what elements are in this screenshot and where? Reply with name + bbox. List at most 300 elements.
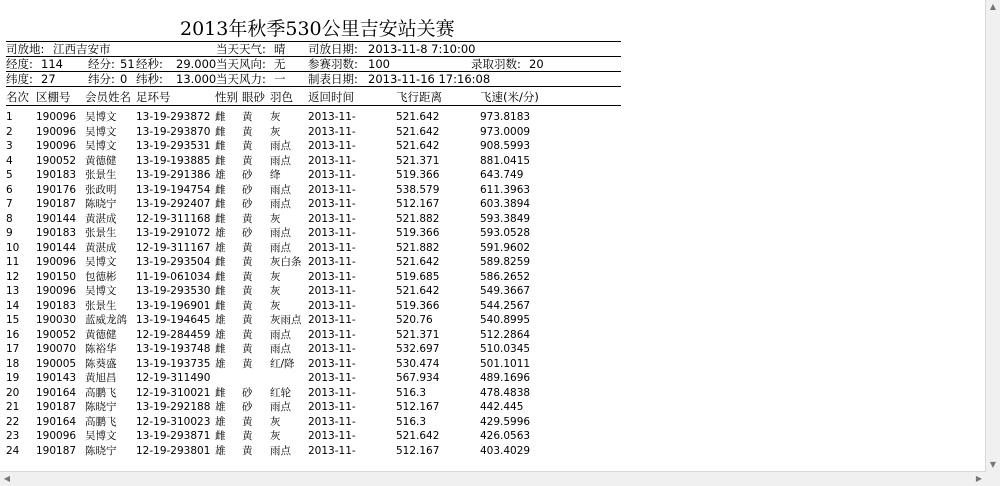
cell-distance: 538.579: [396, 183, 440, 196]
cell-speed: 544.2567: [480, 299, 531, 312]
cell-eye: 黄: [242, 256, 253, 268]
cell-return-time: 2013-11-: [308, 198, 356, 210]
table-row: [6, 226, 621, 241]
cell-distance: 521.642: [396, 111, 440, 123]
wind-direction-value: 无: [274, 57, 286, 71]
cell-return-time: 2013-11-: [308, 328, 356, 341]
cell-speed: 589.8259: [480, 256, 531, 268]
longitude-label: 经度:: [6, 57, 33, 71]
col-ring: 足环号: [136, 90, 171, 104]
col-color: 羽色: [270, 90, 293, 104]
cell-ring: 12-19-311167: [136, 241, 211, 254]
cell-speed: 510.0345: [480, 343, 531, 355]
cell-member: 张景生: [85, 227, 117, 239]
cell-return-time: 2013-11-: [308, 111, 356, 123]
cell-speed: 593.3849: [480, 212, 531, 225]
cell-ring: 13-19-196901: [136, 299, 211, 312]
cell-return-time: 2013-11-: [308, 430, 356, 442]
divider: [6, 86, 621, 87]
cell-color: 雨点: [270, 154, 291, 167]
cell-speed: 591.9602: [480, 241, 531, 254]
cell-distance: 521.882: [396, 212, 440, 225]
cell-member: 高鹏飞: [85, 415, 117, 428]
cell-loft: 190096: [36, 111, 77, 123]
cell-distance: 512.167: [396, 401, 440, 413]
col-sex: 性别: [215, 90, 238, 104]
latitude-label: 纬度:: [6, 72, 33, 86]
cell-sex: 雄: [215, 401, 226, 413]
cell-rank: 6: [6, 183, 13, 196]
cell-distance: 521.642: [396, 125, 440, 138]
cell-eye: 砂: [242, 386, 253, 399]
cell-speed: 501.1011: [480, 357, 531, 370]
scroll-down-icon[interactable]: ▼: [989, 460, 997, 469]
cell-rank: 13: [6, 285, 20, 297]
cell-return-time: 2013-11-: [308, 212, 356, 225]
scroll-up-icon[interactable]: ▲: [989, 2, 997, 11]
cell-eye: 黄: [242, 299, 253, 312]
cell-color: 雨点: [270, 183, 291, 196]
cell-color: 灰雨点: [270, 314, 302, 326]
results-table: [6, 110, 621, 458]
lat-second-value: 13.000: [176, 72, 217, 86]
cell-sex: 雄: [215, 314, 226, 326]
table-row: [6, 415, 621, 430]
cell-loft: 190144: [36, 241, 77, 254]
cell-distance: 516.3: [396, 415, 427, 428]
cell-color: 灰: [270, 430, 281, 442]
cell-eye: 黄: [242, 140, 253, 152]
cell-member: 陈裕华: [85, 343, 117, 355]
cell-color: 灰: [270, 212, 281, 225]
vertical-scrollbar[interactable]: [985, 0, 1000, 472]
cell-return-time: 2013-11-: [308, 343, 356, 355]
cell-member: 陈晓宁: [85, 401, 117, 413]
cell-return-time: 2013-11-: [308, 154, 356, 167]
lat-minute-label: 纬分:: [88, 72, 115, 86]
cell-eye: 黄: [242, 111, 253, 123]
cell-member: 吴博文: [85, 256, 117, 268]
cell-rank: 22: [6, 415, 20, 428]
cell-rank: 20: [6, 386, 20, 399]
table-header: [6, 90, 621, 104]
cell-color: 灰: [270, 299, 281, 312]
entries-value: 100: [368, 57, 390, 71]
cell-member: 包德彬: [85, 270, 117, 283]
cell-ring: 13-19-293531: [136, 140, 211, 152]
cell-sex: 雌: [215, 299, 226, 312]
table-row: [6, 270, 621, 285]
cell-member: 吴博文: [85, 285, 117, 297]
cell-member: 吴博文: [85, 430, 117, 442]
cell-sex: 雄: [215, 415, 226, 428]
wind-direction-label: 当天风向:: [216, 57, 266, 71]
release-date-value: 2013-11-8 7:10:00: [368, 42, 476, 56]
cell-rank: 14: [6, 299, 20, 312]
cell-speed: 973.0009: [480, 125, 531, 138]
cell-speed: 403.4029: [480, 444, 531, 457]
cell-color: 雨点: [270, 343, 291, 355]
cell-return-time: 2013-11-: [308, 314, 356, 326]
cell-eye: 砂: [242, 169, 253, 181]
table-row: [6, 255, 621, 270]
cell-eye: 砂: [242, 401, 253, 413]
longitude-value: 114: [41, 57, 63, 71]
table-row: [6, 429, 621, 444]
cell-return-time: 2013-11-: [308, 415, 356, 428]
cell-eye: 黄: [242, 343, 253, 355]
cell-ring: 13-19-193885: [136, 154, 211, 167]
cell-member: 黄旭昌: [85, 372, 117, 384]
cell-eye: 黄: [242, 328, 253, 341]
cell-color: 绛: [270, 169, 281, 181]
cell-sex: 雌: [215, 111, 226, 123]
cell-ring: 13-19-194754: [136, 183, 211, 196]
cell-distance: 516.3: [396, 386, 427, 399]
cell-distance: 521.371: [396, 328, 440, 341]
cell-sex: 雄: [215, 328, 226, 341]
cell-loft: 190096: [36, 256, 77, 268]
cell-rank: 21: [6, 401, 20, 413]
cell-loft: 190183: [36, 299, 77, 312]
cell-ring: 12-19-310023: [136, 415, 211, 428]
cell-loft: 190143: [36, 372, 77, 384]
cell-eye: 砂: [242, 227, 253, 239]
cell-distance: 520.76: [396, 314, 433, 326]
cell-eye: 黄: [242, 357, 253, 370]
table-row: [6, 197, 621, 212]
table-row: [6, 357, 621, 372]
cell-return-time: 2013-11-: [308, 169, 356, 181]
cell-speed: 442.445: [480, 401, 524, 413]
table-row: [6, 313, 621, 328]
cell-speed: 429.5996: [480, 415, 531, 428]
cell-speed: 540.8995: [480, 314, 531, 326]
cell-loft: 190144: [36, 212, 77, 225]
table-row: [6, 139, 621, 154]
cell-return-time: 2013-11-: [308, 140, 356, 152]
cell-speed: 908.5993: [480, 140, 531, 152]
cell-distance: 530.474: [396, 357, 440, 370]
cell-sex: 雌: [215, 343, 226, 355]
cell-rank: 24: [6, 444, 20, 457]
cell-rank: 7: [6, 198, 13, 210]
cell-member: 张景生: [85, 169, 117, 181]
cell-sex: 雌: [215, 386, 226, 399]
cell-loft: 190052: [36, 154, 77, 167]
cell-loft: 190187: [36, 198, 77, 210]
cell-member: 陈晓宁: [85, 198, 117, 210]
cell-rank: 19: [6, 372, 20, 384]
cell-sex: 雌: [215, 198, 226, 210]
cell-ring: 12-19-284459: [136, 328, 211, 341]
cell-distance: 521.642: [396, 430, 440, 442]
cell-ring: 13-19-194645: [136, 314, 211, 326]
table-row: [6, 284, 621, 299]
table-row: [6, 241, 621, 256]
release-place-label: 司放地:: [6, 42, 45, 56]
cell-loft: 190030: [36, 314, 77, 326]
cell-member: 张政明: [85, 183, 117, 196]
cell-return-time: 2013-11-: [308, 444, 356, 457]
col-rank: 名次: [6, 90, 29, 104]
cell-loft: 190096: [36, 285, 77, 297]
cell-color: 灰: [270, 285, 281, 297]
cell-color: 雨点: [270, 328, 291, 341]
cell-return-time: 2013-11-: [308, 183, 356, 196]
cell-rank: 11: [6, 256, 20, 268]
scroll-left-icon[interactable]: ◀: [3, 474, 11, 483]
cell-member: 陈葵盛: [85, 357, 117, 370]
cell-loft: 190096: [36, 125, 77, 138]
cell-return-time: 2013-11-: [308, 256, 356, 268]
lon-second-value: 29.000: [176, 57, 217, 71]
lon-minute-value: 51: [120, 57, 135, 71]
cell-speed: 426.0563: [480, 430, 531, 442]
lat-second-label: 纬秒:: [136, 72, 163, 86]
cell-distance: 521.882: [396, 241, 440, 254]
cell-sex: 雌: [215, 183, 226, 196]
weather-label: 当天天气:: [216, 42, 266, 56]
cell-member: 张景生: [85, 299, 117, 312]
wind-force-label: 当天风力:: [216, 72, 266, 86]
release-date-label: 司放日期:: [308, 42, 358, 56]
cell-eye: 砂: [242, 183, 253, 196]
cell-rank: 12: [6, 270, 20, 283]
cell-distance: 532.697: [396, 343, 440, 355]
cell-distance: 521.642: [396, 140, 440, 152]
cell-member: 吴博文: [85, 140, 117, 152]
winners-label: 录取羽数:: [471, 57, 521, 71]
cell-return-time: 2013-11-: [308, 227, 356, 239]
table-row: [6, 371, 621, 386]
col-eye: 眼砂: [242, 90, 265, 104]
cell-ring: 12-19-293801: [136, 444, 211, 457]
report-date-value: 2013-11-16 17:16:08: [368, 72, 491, 86]
cell-loft: 190183: [36, 227, 77, 239]
cell-sex: 雌: [215, 154, 226, 167]
cell-loft: 190164: [36, 415, 77, 428]
scrollbar-corner: [986, 472, 1000, 486]
cell-distance: 519.685: [396, 270, 440, 283]
cell-sex: 雄: [215, 241, 226, 254]
cell-distance: 512.167: [396, 444, 440, 457]
cell-return-time: 2013-11-: [308, 299, 356, 312]
cell-eye: 黄: [242, 430, 253, 442]
cell-rank: 2: [6, 125, 13, 138]
cell-distance: 521.642: [396, 285, 440, 297]
cell-rank: 16: [6, 328, 20, 341]
col-loft: 区棚号: [36, 90, 71, 104]
cell-member: 蓝威龙鸽: [85, 314, 127, 326]
cell-sex: 雄: [215, 357, 226, 370]
cell-rank: 15: [6, 314, 20, 326]
cell-rank: 23: [6, 430, 20, 442]
cell-eye: 黄: [242, 285, 253, 297]
table-row: [6, 444, 621, 459]
cell-distance: 567.934: [396, 372, 440, 384]
cell-ring: 13-19-293504: [136, 256, 211, 268]
cell-sex: 雌: [215, 212, 226, 225]
release-place-value: 江西吉安市: [53, 42, 111, 56]
cell-distance: 519.366: [396, 169, 440, 181]
cell-color: 雨点: [270, 140, 291, 152]
cell-return-time: 2013-11-: [308, 357, 356, 370]
divider: [6, 105, 621, 106]
cell-ring: 12-19-311168: [136, 212, 211, 225]
cell-color: 灰: [270, 270, 281, 283]
cell-ring: 12-19-311490: [136, 372, 211, 384]
table-row: [6, 400, 621, 415]
cell-eye: 砂: [242, 198, 253, 210]
cell-speed: 643.749: [480, 169, 524, 181]
cell-eye: 黄: [242, 415, 253, 428]
cell-ring: 13-19-291072: [136, 227, 211, 239]
cell-loft: 190096: [36, 430, 77, 442]
cell-ring: 13-19-293870: [136, 125, 211, 138]
cell-ring: 13-19-293872: [136, 111, 211, 123]
cell-ring: 13-19-292188: [136, 401, 211, 413]
report-date-label: 制表日期:: [308, 72, 358, 86]
cell-distance: 521.642: [396, 256, 440, 268]
table-row: [6, 299, 621, 314]
cell-rank: 4: [6, 154, 13, 167]
cell-loft: 190164: [36, 386, 77, 399]
wind-force-value: 一: [274, 72, 286, 86]
cell-loft: 190070: [36, 343, 77, 355]
cell-ring: 13-19-293871: [136, 430, 211, 442]
cell-speed: 478.4838: [480, 386, 531, 399]
cell-member: 吴博文: [85, 125, 117, 138]
weather-value: 晴: [274, 42, 286, 56]
cell-ring: 13-19-293530: [136, 285, 211, 297]
table-row: [6, 168, 621, 183]
cell-sex: 雌: [215, 140, 226, 152]
col-return-time: 返回时间: [308, 90, 354, 104]
col-distance: 飞行距离: [396, 90, 442, 104]
cell-rank: 9: [6, 227, 13, 239]
cell-loft: 190183: [36, 169, 77, 181]
cell-sex: 雄: [215, 227, 226, 239]
cell-sex: 雄: [215, 444, 226, 457]
cell-speed: 881.0415: [480, 154, 531, 167]
cell-eye: 黄: [242, 154, 253, 167]
cell-ring: 11-19-061034: [136, 270, 211, 283]
cell-distance: 519.366: [396, 299, 440, 312]
cell-color: 灰白条: [270, 256, 302, 268]
cell-color: 雨点: [270, 241, 291, 254]
cell-color: 雨点: [270, 401, 291, 413]
entries-label: 参赛羽数:: [308, 57, 358, 71]
table-row: [6, 154, 621, 169]
cell-return-time: 2013-11-: [308, 386, 356, 399]
col-member: 会员姓名: [85, 90, 131, 104]
cell-rank: 10: [6, 241, 20, 254]
lon-second-label: 经秒:: [136, 57, 163, 71]
cell-return-time: 2013-11-: [308, 270, 356, 283]
cell-sex: 雌: [215, 430, 226, 442]
cell-color: 灰: [270, 111, 281, 123]
latitude-value: 27: [41, 72, 56, 86]
table-row: [6, 212, 621, 227]
cell-speed: 512.2864: [480, 328, 531, 341]
cell-sex: 雌: [215, 256, 226, 268]
cell-eye: 黄: [242, 314, 253, 326]
cell-return-time: 2013-11-: [308, 241, 356, 254]
cell-member: 黄德健: [85, 154, 117, 167]
cell-loft: 190096: [36, 140, 77, 152]
table-row: [6, 342, 621, 357]
cell-speed: 586.2652: [480, 270, 531, 283]
cell-color: 灰: [270, 415, 281, 428]
horizontal-scrollbar[interactable]: [0, 471, 986, 486]
cell-color: 雨点: [270, 198, 291, 210]
cell-loft: 190150: [36, 270, 77, 283]
cell-member: 黄湛成: [85, 212, 117, 225]
cell-speed: 489.1696: [480, 372, 531, 384]
cell-member: 黄湛成: [85, 241, 117, 254]
cell-speed: 611.3963: [480, 183, 531, 196]
cell-ring: 13-19-292407: [136, 198, 211, 210]
cell-rank: 1: [6, 111, 13, 123]
cell-return-time: 2013-11-: [308, 401, 356, 413]
cell-sex: 雌: [215, 270, 226, 283]
cell-color: 灰: [270, 125, 281, 138]
winners-value: 20: [529, 57, 544, 71]
cell-speed: 593.0528: [480, 227, 531, 239]
table-row: [6, 110, 621, 125]
cell-ring: 12-19-310021: [136, 386, 211, 399]
lon-minute-label: 经分:: [88, 57, 115, 71]
cell-color: 雨点: [270, 227, 291, 239]
cell-return-time: 2013-11-: [308, 372, 356, 384]
cell-loft: 190052: [36, 328, 77, 341]
cell-distance: 521.371: [396, 154, 440, 167]
cell-sex: 雌: [215, 125, 226, 138]
cell-member: 黄德健: [85, 328, 117, 341]
cell-eye: 黄: [242, 212, 253, 225]
cell-distance: 519.366: [396, 227, 440, 239]
cell-eye: 黄: [242, 125, 253, 138]
cell-eye: 黄: [242, 444, 253, 457]
table-row: [6, 328, 621, 343]
cell-sex: 雌: [215, 285, 226, 297]
table-row: [6, 183, 621, 198]
table-row: [6, 125, 621, 140]
cell-member: 陈晓宁: [85, 444, 117, 457]
cell-color: 红/降: [270, 357, 295, 370]
cell-sex: 雄: [215, 169, 226, 181]
cell-return-time: 2013-11-: [308, 285, 356, 297]
cell-speed: 603.3894: [480, 198, 531, 210]
cell-eye: 黄: [242, 241, 253, 254]
cell-loft: 190176: [36, 183, 77, 196]
cell-ring: 13-19-193735: [136, 357, 211, 370]
cell-rank: 17: [6, 343, 20, 355]
cell-loft: 190187: [36, 444, 77, 457]
cell-ring: 13-19-291386: [136, 169, 211, 181]
cell-rank: 8: [6, 212, 13, 225]
cell-rank: 3: [6, 140, 13, 152]
cell-return-time: 2013-11-: [308, 125, 356, 138]
cell-loft: 190005: [36, 357, 77, 370]
col-speed: 飞速(米/分): [480, 90, 539, 104]
scroll-right-icon[interactable]: ▶: [975, 474, 983, 483]
cell-member: 吴博文: [85, 111, 117, 123]
table-row: [6, 386, 621, 401]
cell-distance: 512.167: [396, 198, 440, 210]
cell-color: 红轮: [270, 386, 291, 399]
